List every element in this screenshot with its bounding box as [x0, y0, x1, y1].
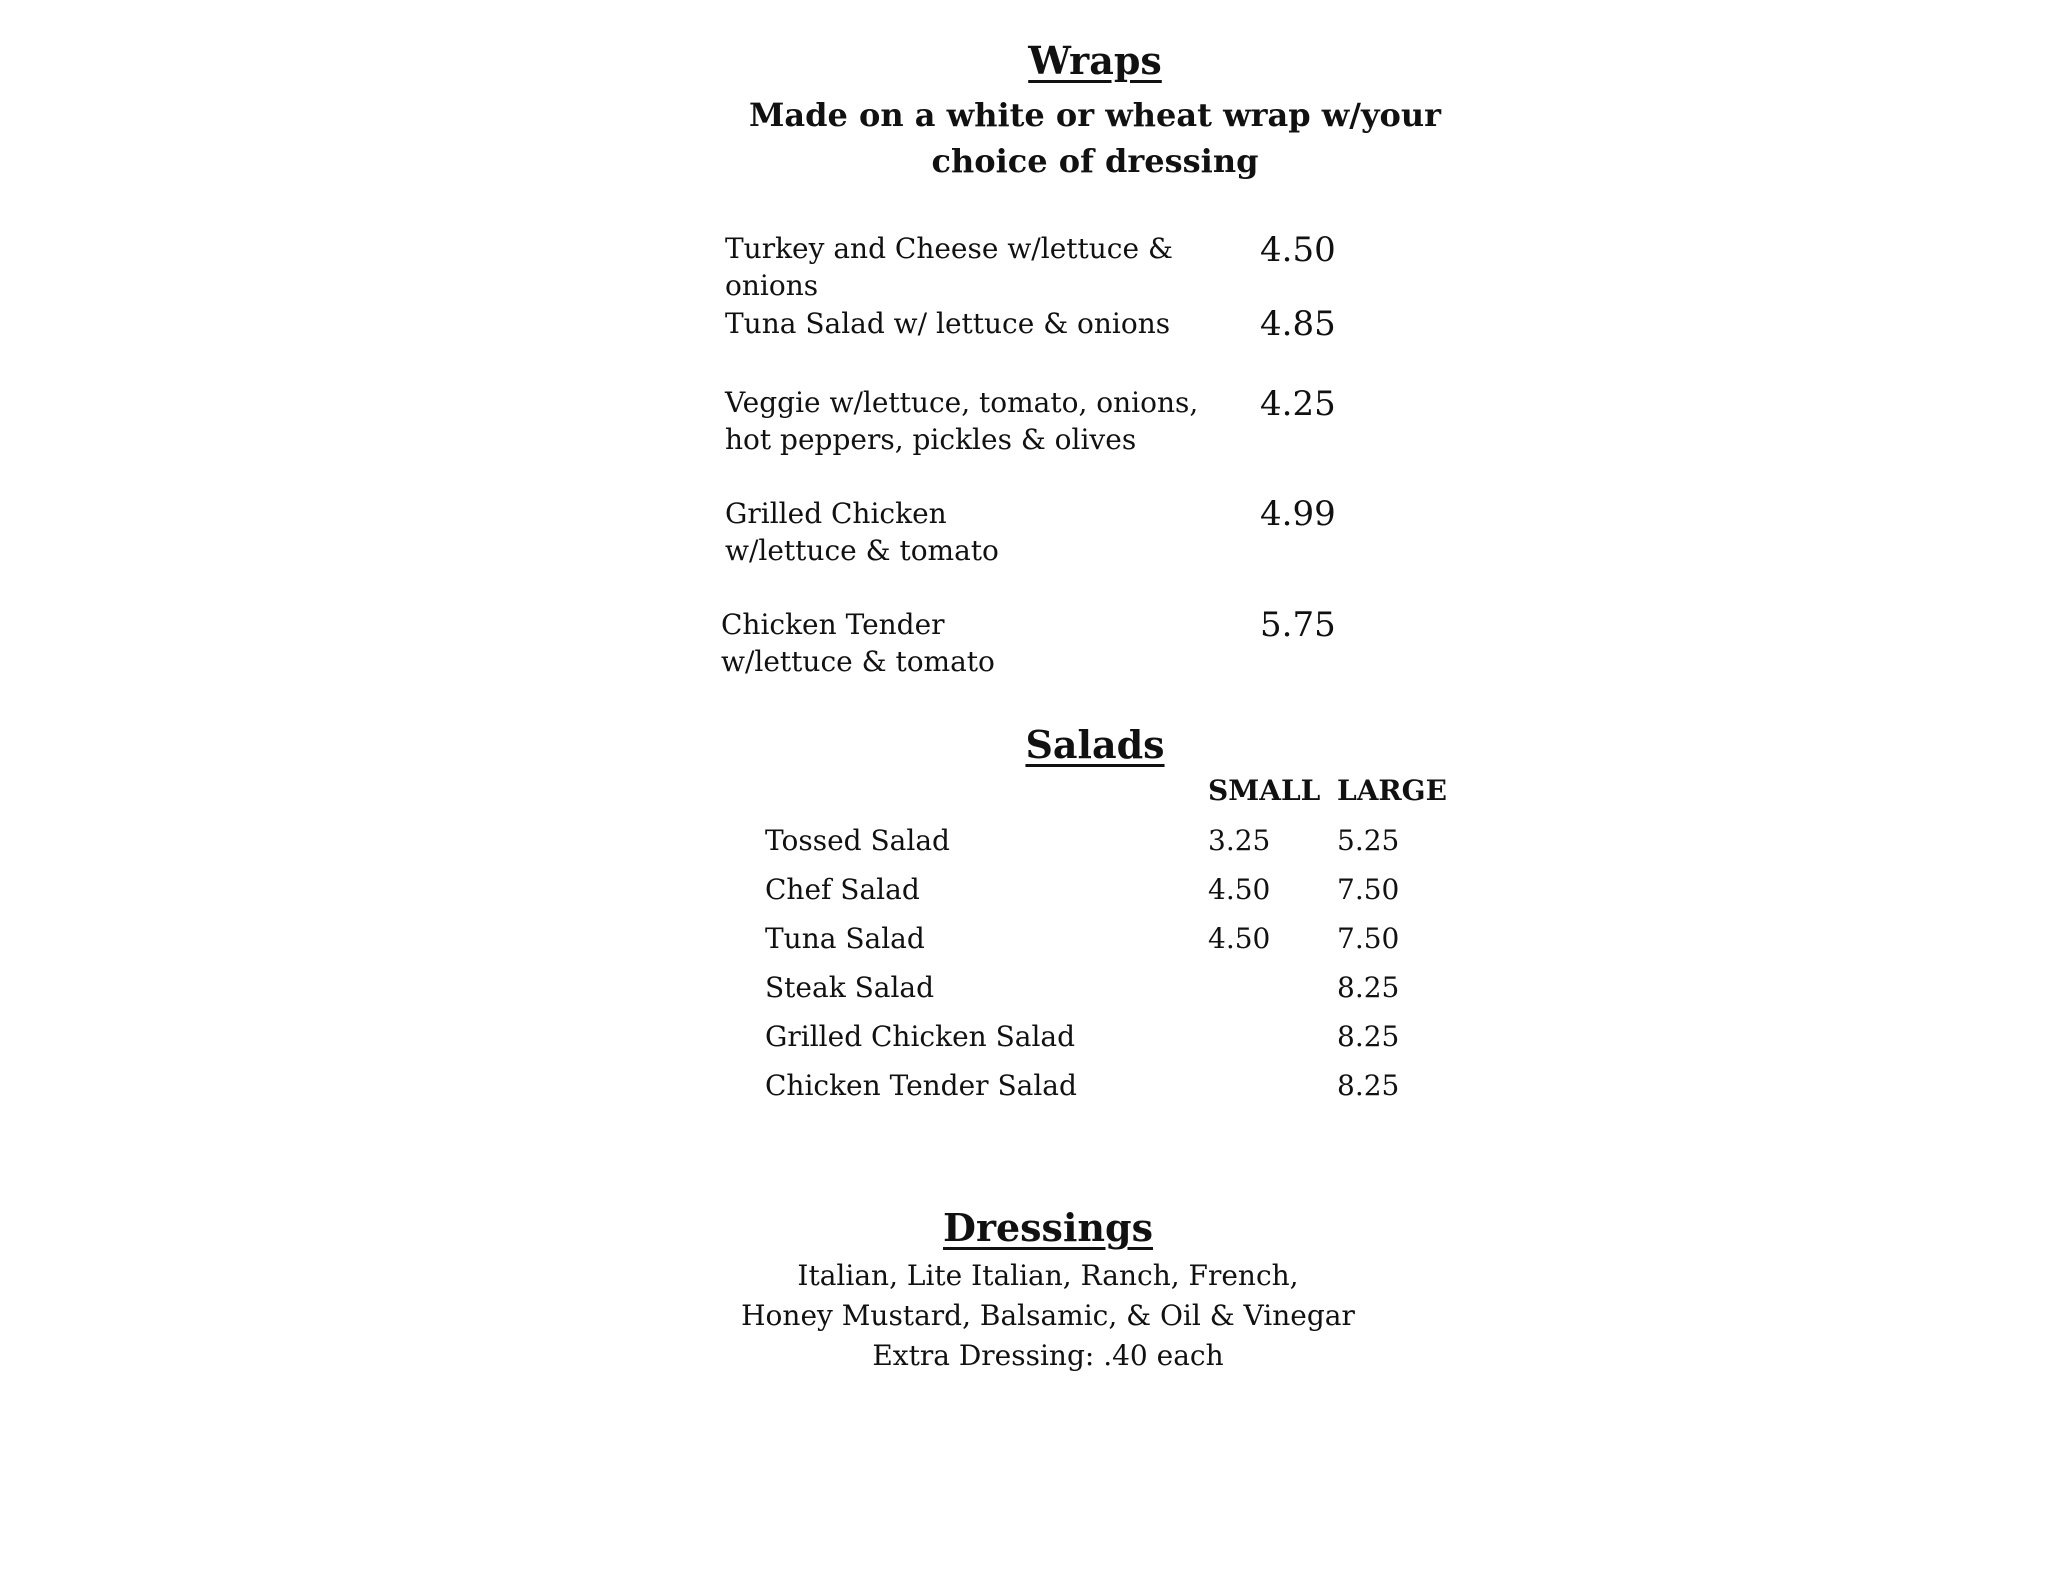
- dressings-line2: Honey Mustard, Balsamic, & Oil & Vinegar: [741, 1299, 1355, 1332]
- wraps-subtitle-line2: choice of dressing: [931, 142, 1259, 180]
- salad-item-small-price: 4.50: [1208, 873, 1271, 906]
- wraps-title: Wraps: [1028, 38, 1162, 83]
- wrap-price: 4.99: [1260, 494, 1336, 534]
- wrap-item-line1: Tuna Salad w/ lettuce & onions: [725, 307, 1171, 340]
- salads-col-large: LARGE: [1337, 774, 1447, 807]
- wrap-item-turkey-cheese: [725, 230, 1205, 304]
- wrap-item-line1: Grilled Chicken: [725, 497, 947, 530]
- wraps-subtitle-line1: Made on a white or wheat wrap w/your: [748, 96, 1442, 134]
- wrap-item-line1: Turkey and Cheese w/lettuce &: [725, 232, 1173, 265]
- salad-item-large-price: 8.25: [1337, 971, 1400, 1004]
- salad-item-large-price: 8.25: [1337, 1069, 1400, 1102]
- wrap-item-veggie: [725, 384, 1205, 458]
- wrap-item-line2: w/lettuce & tomato: [721, 645, 995, 678]
- salad-item-large-price: 5.25: [1337, 824, 1400, 857]
- dressings-extra-charge: Extra Dressing: .40 each: [872, 1339, 1224, 1372]
- wrap-item-line1: Veggie w/lettuce, tomato, onions,: [725, 386, 1199, 419]
- wrap-item-line2: hot peppers, pickles & olives: [725, 423, 1137, 456]
- wrap-item-tuna-salad: [725, 305, 1205, 342]
- salads-title: Salads: [1025, 722, 1165, 767]
- wrap-item-grilled-chicken: [725, 495, 1205, 569]
- wrap-item-chicken-tender: [721, 606, 1201, 680]
- wrap-price: 5.75: [1260, 605, 1336, 645]
- wrap-price: 4.85: [1260, 304, 1336, 344]
- salad-item-name: Steak Salad: [765, 971, 935, 1004]
- salad-item-name: Chicken Tender Salad: [765, 1069, 1077, 1102]
- wrap-price: 4.50: [1260, 230, 1336, 270]
- salad-item-large-price: 7.50: [1337, 873, 1400, 906]
- salad-item-name: Grilled Chicken Salad: [765, 1020, 1076, 1053]
- salad-item-small-price: 4.50: [1208, 922, 1271, 955]
- salad-item-name: Chef Salad: [765, 873, 920, 906]
- dressings-line1: Italian, Lite Italian, Ranch, French,: [797, 1259, 1299, 1292]
- dressings-title: Dressings: [943, 1205, 1153, 1250]
- wrap-item-line2: onions: [725, 269, 819, 302]
- salads-col-small: SMALL: [1208, 774, 1321, 807]
- salad-item-name: Tuna Salad: [765, 922, 925, 955]
- salad-item-large-price: 7.50: [1337, 922, 1400, 955]
- wrap-price: 4.25: [1260, 384, 1336, 424]
- salad-item-large-price: 8.25: [1337, 1020, 1400, 1053]
- salad-item-small-price: 3.25: [1208, 824, 1271, 857]
- salad-item-name: Tossed Salad: [765, 824, 950, 857]
- wrap-item-line2: w/lettuce & tomato: [725, 534, 999, 567]
- wrap-item-line1: Chicken Tender: [721, 608, 945, 641]
